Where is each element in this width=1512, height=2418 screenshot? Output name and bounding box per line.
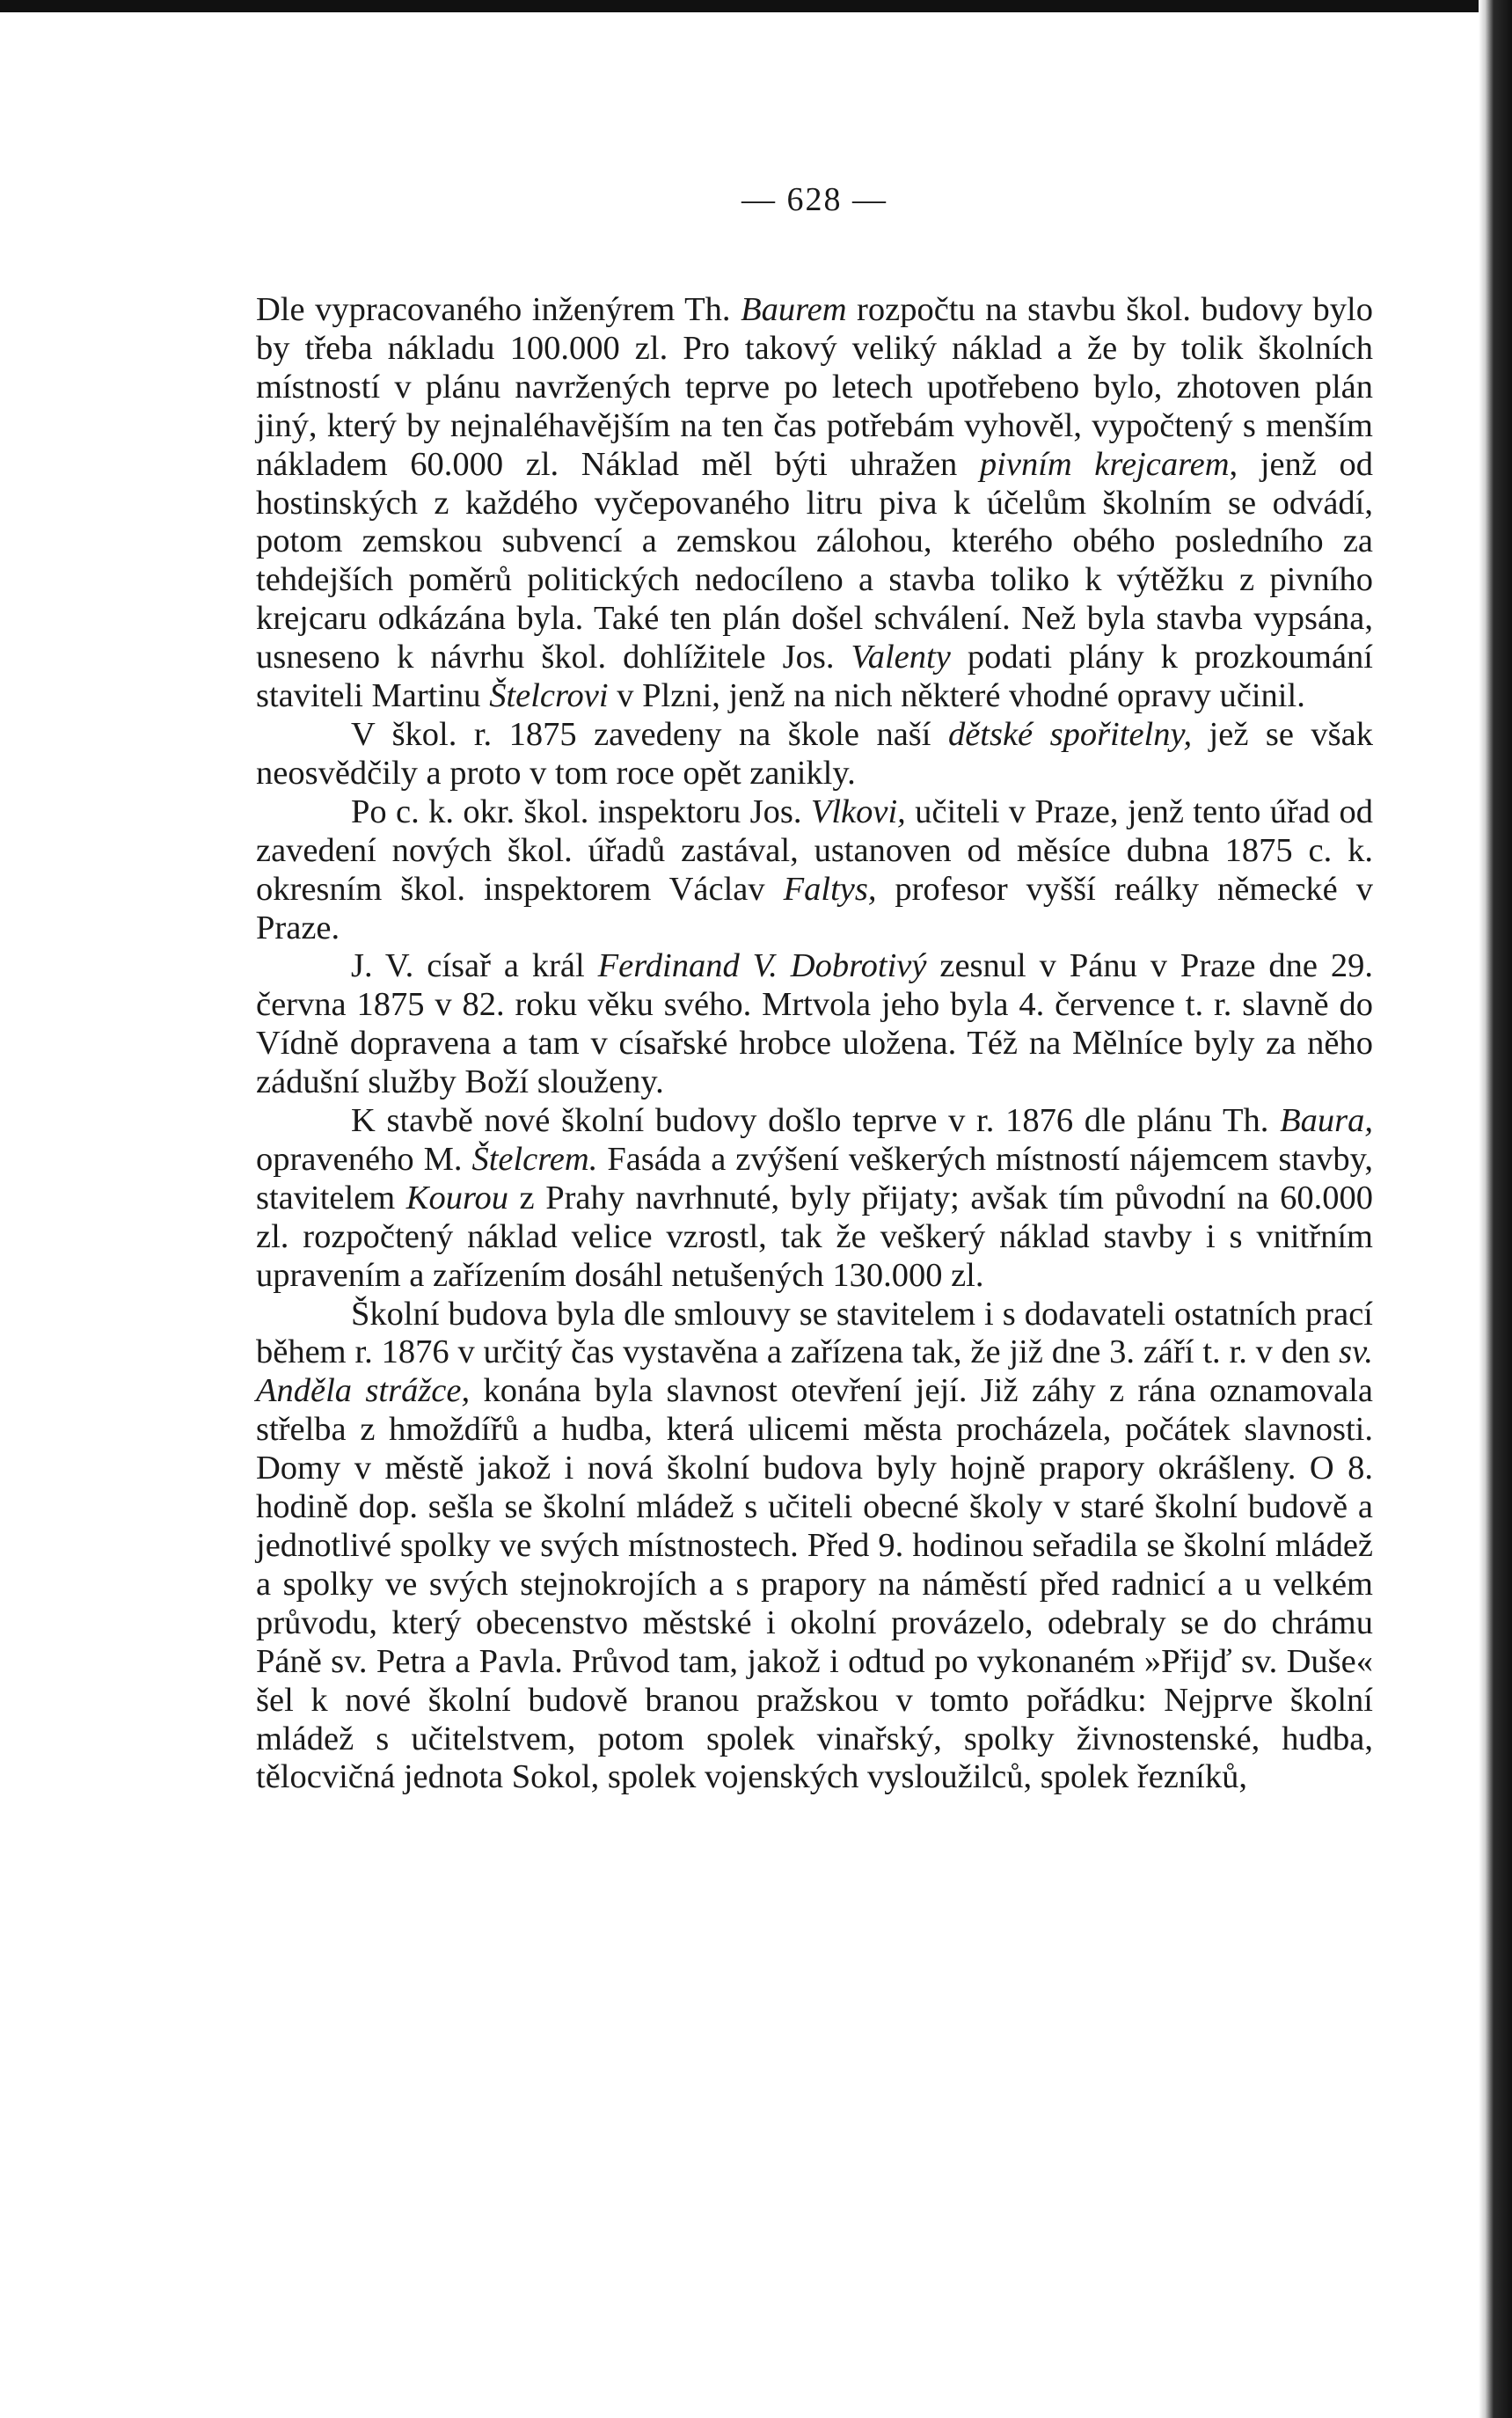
text-run: J. V. císař a král xyxy=(351,947,598,985)
italic-name: Štelcrovi xyxy=(489,677,609,715)
paragraph xyxy=(256,1102,1373,1296)
text-run: podati plány k prozkoumání staviteli Martinu xyxy=(256,639,1373,715)
italic-name: pivním krejcarem xyxy=(979,445,1230,483)
text-run: profesor vyšší reálky německé v Praze. xyxy=(256,870,1373,946)
italic-name: Kourou xyxy=(405,1179,509,1216)
text-run: Dle vypracovaného inženýrem Th. xyxy=(256,291,741,328)
text-run: v Plzni, jenž na nich některé vhodné opravy učinil. xyxy=(608,677,1305,715)
page-number: — 628 — xyxy=(741,181,887,218)
text-run: z Prahy navrhnuté, byly přijaty; avšak tím původní na 60.000 zl. rozpočtený náklad velice vzrostl, tak že veškerý náklad stavby i s vnitřním upravením a zařízením dosáhl netušených 130.000 zl. xyxy=(256,1179,1373,1294)
italic-name: Baura, xyxy=(1280,1102,1373,1140)
italic-name: Vlkovi, xyxy=(810,793,906,830)
text-run: Školní budova byla dle smlouvy se stavitelem i s dodavateli ostatních prací během r. 1876 v určitý čas vystavěna a zařízena tak, že již dne 3. září t. r. v den xyxy=(256,1295,1373,1371)
italic-name: Ferdinand V. Dobrotivý xyxy=(597,947,927,985)
text-run: Fasáda a zvýšení veškerých místností nájemcem stavby, stavitelem xyxy=(256,1140,1373,1216)
italic-name: Štelcrem. xyxy=(471,1140,598,1178)
scan-border-right xyxy=(1479,0,1512,2418)
text-run: Po c. k. okr. škol. inspektoru Jos. xyxy=(351,793,811,830)
paragraph xyxy=(256,291,1373,716)
body-text xyxy=(256,291,1373,1797)
paragraph xyxy=(256,716,1373,793)
text-run: konána byla slavnost otevření její. Již záhy z rána oznamovala střelba z hmoždířů a hudba, která ulicemi města procházela, počátek slavnosti. Domy v městě jakož i nová školní budova byly hojně prapory okrášleny. O 8. hodině dop. sešla se školní mládež s učiteli obecné školy v staré školní budově a jednotlivé spolky ve svých místnostech. Před 9. hodinou seřadila se školní mládež a spolky ve svých stejnokrojích a s prapory na náměstí před radnicí a u velkém průvodu, který obecenstvo městské i okolní provázelo, odebraly se do chrámu Páně sv. Petra a Pavla. Průvod tam, jakož i odtud po vykonaném »Přijď sv. Duše« šel k nové školní budově branou pražskou v tomto pořádku: Nejprve školní mládež s učitelstvem, potom spolek vinařský, spolky živnostenské, hudba, tělocvičná jednota Sokol, spolek vojenských vysloužilců, spolek řezníků, xyxy=(256,1372,1374,1796)
text-run: učiteli v Praze, jenž tento úřad od zavedení nových škol. úřadů zastával, ustanoven od měsíce dubna 1875 c. k. okresním škol. inspektorem Václav xyxy=(256,793,1373,908)
italic-name: Valenty xyxy=(851,639,951,676)
text-run: rozpočtu na stavbu škol. budovy bylo by třeba nákladu 100.000 zl. Pro takový veliký náklad a že by tolik školních místností v plánu navržených teprve po letech upotřebeno bylo, zhotoven plán jiný, který by nejnaléhavějším na ten čas potřebám vyhověl, vypočtený s menším nákladem 60.000 zl. Náklad měl býti uhražen xyxy=(256,291,1373,483)
paragraph xyxy=(256,1296,1373,1798)
italic-name: dětské spořitelny, xyxy=(947,715,1193,753)
text-run: V škol. r. 1875 zavedeny na škole naší xyxy=(351,715,948,753)
text-run: opraveného M. xyxy=(256,1140,472,1178)
italic-name: sv. Anděla strážce, xyxy=(256,1333,1373,1410)
text-run: jež se však neosvědčily a proto v tom roce opět zanikly. xyxy=(256,715,1373,792)
text-run: zesnul v Pánu v Praze dne 29. června 1875 v 82. roku věku svého. Mrtvola jeho byla 4. července t. r. slavně do Vídně dopravena a tam v císařské hrobce uložena. Též na Mělníce byly za něho zádušní služby Boží slouženy. xyxy=(256,947,1373,1101)
document-page xyxy=(256,180,1373,1797)
italic-name: Baurem xyxy=(741,291,847,328)
text-run: K stavbě nové školní budovy došlo teprve v r. 1876 dle plánu Th. xyxy=(351,1102,1281,1140)
text-run: , jenž od hostinských z každého vyčepovaného litru piva k účelům školním se odvádí, potom zemskou subvencí a zemskou zálohou, kterého obého posledního za tehdejších poměrů politických nedocíleno a stavba toliko k výtěžku z pivního krejcaru odkázána byla. Také ten plán došel schválení. Než byla stavba vypsána, usneseno k návrhu škol. dohlížitele Jos. xyxy=(256,445,1374,676)
italic-name: Faltys, xyxy=(783,870,877,908)
scan-border-top xyxy=(0,0,1512,12)
paragraph xyxy=(256,947,1373,1102)
paragraph xyxy=(256,793,1373,948)
